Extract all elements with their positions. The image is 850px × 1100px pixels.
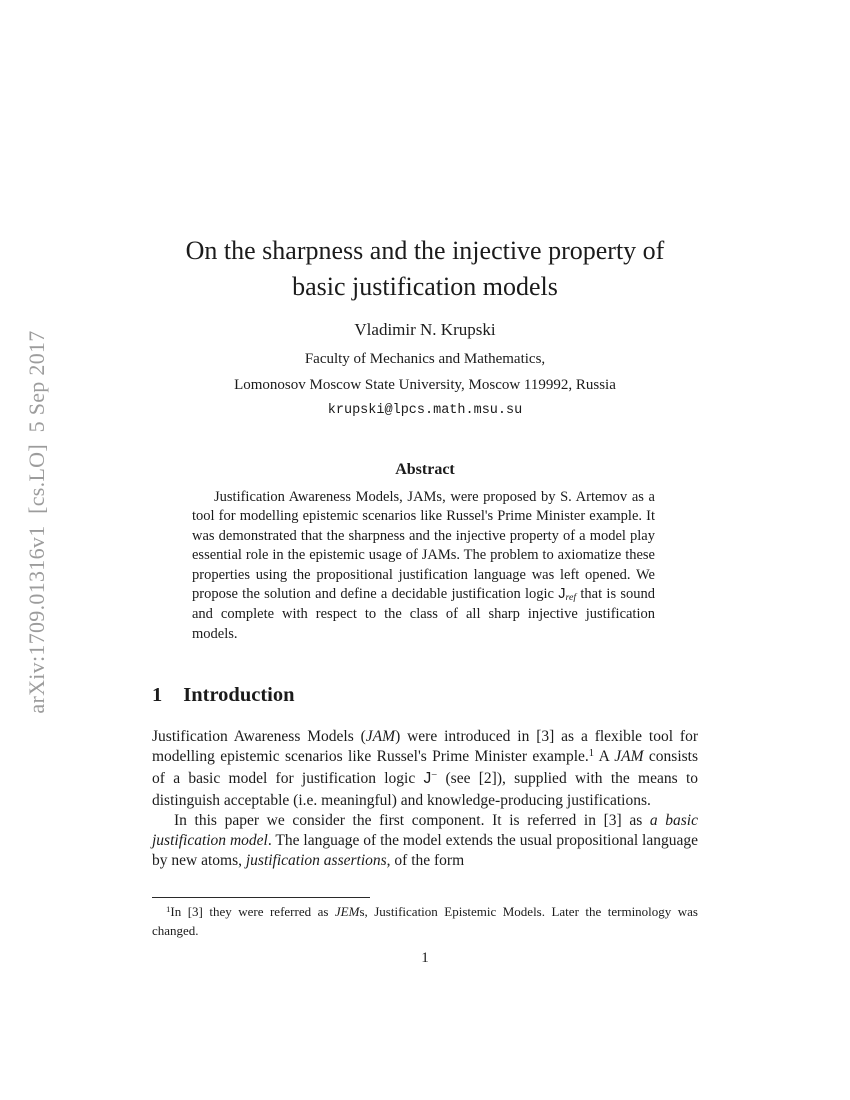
paper-title [152,233,698,305]
text-segment: that is sound and complete with respect to the class of all sharp injective justification models. [192,586,656,642]
text-segment: a basic justification model [152,812,698,849]
text-segment: consists of a basic model for justification logic [152,748,698,787]
abstract-text [192,488,655,644]
abstract-heading: Abstract [395,461,455,478]
text-segment: JEM [334,904,360,919]
paper-title-line2: basic justification models [292,272,558,301]
section-number: 1 [152,684,163,706]
footnote-rule [152,897,370,898]
arxiv-watermark: arXiv:1709.01316v1 [cs.LO] 5 Sep 2017 [24,330,49,714]
introduction-body [152,727,698,871]
paragraph-1 [152,727,698,811]
text-segment: JAM [614,748,644,765]
affiliation-line-2: Lomonosov Moscow State University, Moscow 119992, Russia [234,377,616,393]
paragraph-2 [152,811,698,871]
paper-title-line1: On the sharpness and the injective property of [185,236,665,265]
footnote-text [152,903,698,939]
text-segment: J [423,770,432,787]
text-segment: . The language of the model extends the usual propositional language by new atoms, [152,832,698,869]
text-segment: Justification Awareness Models ( [152,728,366,745]
text-segment: ) were introduced in [3] as a flexible tool for modelling epistemic scenarios like Russel's Prime Minister example. [152,728,698,765]
text-segment: Justification Awareness Models, JAMs, were proposed by S. Artemov as a tool for modelling epistemic scenarios like Russel's Prime Minister example. It was demonstrated that the sharpness and the injective property of a model play essential role in the epistemic usage of JAMs. The problem to axiomatize these properties using the propositional justification language was left opened. We propose the solution and define a decidable justification logic [192,489,655,603]
text-segment: justification assertions [245,852,387,869]
text-segment: s, Justification Epistemic Models. Later the terminology was changed. [152,904,698,938]
page-number: 1 [421,950,429,966]
text-segment: JAM [365,728,396,745]
affiliation-line-1: Faculty of Mechanics and Mathematics, [304,351,546,367]
text-segment: , of the form [386,852,465,869]
text-segment: In this paper we consider the first component. It is referred in [3] as [174,812,650,829]
text-segment: 1 [588,748,595,760]
author-name: Vladimir N. Krupski [354,320,496,339]
section-heading [152,684,295,707]
text-segment: (see [2]), supplied with the means to distinguish acceptable (i.e. meaningful) and knowledge-producing justifications. [152,770,698,809]
text-segment: ref [565,592,577,604]
text-segment: A [594,748,615,765]
section-title: Introduction [183,684,295,706]
text-segment: − [431,770,438,782]
email-address: krupski@lpcs.math.msu.su [327,403,523,418]
footnote [152,897,698,939]
text-segment: 1 [166,904,171,915]
text-segment: In [3] they were referred as [170,904,335,919]
text-segment: J [558,586,566,603]
